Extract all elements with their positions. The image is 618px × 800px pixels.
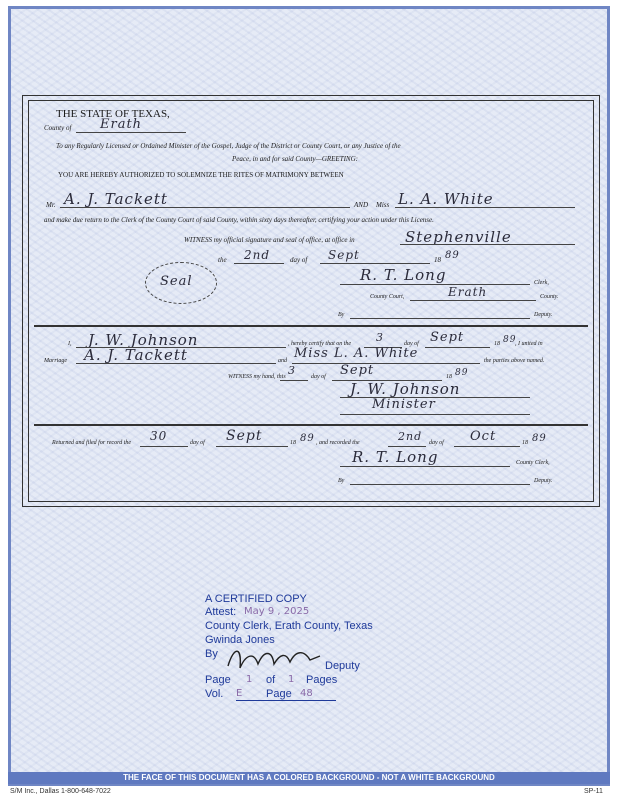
section-divider-2 — [34, 424, 588, 426]
the-label: the — [218, 256, 227, 264]
certify-month: Sept — [430, 330, 465, 345]
certify-day-of: day of — [404, 341, 419, 347]
certificate-bride-underline — [292, 363, 480, 364]
officiant-name: J. W. Johnson — [88, 331, 199, 349]
clerk-label: Clerk, — [534, 280, 549, 286]
stamp-by-label: By — [205, 648, 218, 660]
seal-text: Seal — [160, 274, 193, 289]
recorded-day-underline — [388, 446, 426, 447]
vol-value: E — [236, 688, 243, 699]
certify-year-prefix: 18 — [494, 341, 500, 347]
bride-name: L. A. White — [398, 190, 494, 208]
address-line: To any Regularly Licensed or Ordained Minister of the Gospel, Judge of the District or County Court, or any Justice of the — [56, 142, 401, 150]
section-divider-1 — [34, 325, 588, 327]
license-month-underline — [320, 263, 430, 264]
office-underline — [400, 244, 575, 245]
groom-name: A. J. Tackett — [64, 190, 168, 208]
license-day-underline — [234, 263, 284, 264]
returned-day: 30 — [150, 429, 168, 443]
mr-label: Mr. — [46, 201, 56, 209]
recorded-text: , and recorded the — [316, 440, 360, 446]
certify-text: , hereby certify that on the — [288, 341, 352, 347]
clerk-name: Gwinda Jones — [205, 634, 275, 646]
witness-day: 3 — [288, 364, 296, 377]
returned-day-underline — [140, 446, 188, 447]
returned-text: Returned and filed for record the — [52, 440, 132, 446]
certify-day: 3 — [376, 331, 384, 344]
recorded-month: Oct — [470, 429, 497, 444]
record-clerk-underline — [340, 466, 510, 467]
witness-day-of: day of — [311, 374, 326, 380]
recorded-day: 2nd — [398, 430, 423, 443]
witness-hand-text: WITNESS my hand, this — [228, 374, 286, 380]
deputy-signature — [224, 644, 324, 674]
certificate-bride: Miss L. A. White — [294, 346, 419, 361]
returned-year: 89 — [300, 433, 315, 444]
footer-form-id: SP-11 — [584, 788, 603, 795]
footer-banner: THE FACE OF THIS DOCUMENT HAS A COLORED BACKGROUND - NOT A WHITE BACKGROUND — [8, 772, 610, 784]
footer-publisher: S/M Inc., Dallas 1-800-648-7022 — [10, 788, 111, 795]
certificate-and: and — [278, 358, 287, 364]
county-value: Erath — [100, 117, 143, 132]
county-underline — [76, 132, 186, 133]
i-label: I, — [68, 341, 72, 347]
witness-day-underline — [280, 380, 308, 381]
recorded-month-underline — [454, 446, 520, 447]
clerk-line: County Clerk, Erath County, Texas — [205, 620, 373, 632]
license-month: Sept — [328, 248, 360, 262]
recorded-year: 89 — [532, 433, 547, 444]
pages-label: Pages — [306, 674, 338, 686]
attest-label: Attest: — [205, 606, 237, 618]
officiant-title: Minister — [372, 397, 436, 412]
witness-year: 89 — [455, 368, 469, 378]
stamp-underline — [236, 700, 336, 701]
record-clerk-signature: R. T. Long — [352, 448, 439, 466]
page2-label: Page — [266, 688, 292, 700]
county-court-value: Erath — [448, 285, 488, 299]
license-year-prefix: 18 — [434, 256, 441, 264]
groom-underline — [60, 207, 350, 208]
authorized-line: YOU ARE HEREBY AUTHORIZED TO SOLEMNIZE THE RITES OF MATRIMONY BETWEEN — [58, 171, 344, 179]
license-year: 89 — [445, 250, 460, 261]
stamp-deputy-label: Deputy — [325, 660, 360, 672]
county-suffix: County. — [540, 294, 559, 300]
attest-date: May 9 , 2025 — [244, 606, 310, 617]
certified-copy-title: A CERTIFIED COPY — [205, 593, 307, 605]
record-deputy-label: Deputy. — [534, 478, 553, 484]
united-text: , I united in — [515, 341, 543, 347]
of-label: of — [266, 674, 276, 686]
state-heading: THE STATE OF TEXAS, — [56, 108, 170, 120]
address-line-2: Peace, in and for said County—GREETING: — [232, 155, 358, 163]
parties-text: the parties above named. — [484, 358, 545, 364]
recorded-year-prefix: 18 — [522, 440, 528, 446]
clerk-signature: R. T. Long — [360, 266, 447, 284]
certify-year: 89 — [503, 335, 517, 345]
and-label: AND — [354, 201, 368, 209]
record-clerk-label: County Clerk, — [516, 460, 550, 466]
license-day-of: day of — [290, 256, 308, 264]
witness-year-prefix: 18 — [446, 374, 452, 380]
certify-month-underline — [425, 347, 490, 348]
license-by-label: By — [338, 312, 345, 318]
officiant-signature: J. W. Johnson — [350, 380, 461, 398]
page2-value: 48 — [300, 688, 313, 699]
license-day: 2nd — [244, 248, 271, 262]
vol-label: Vol. — [205, 688, 224, 700]
miss-label: Miss — [376, 201, 390, 209]
witness-text: WITNESS my official signature and seal of office, at office in — [184, 236, 355, 244]
page-value: 1 — [246, 674, 253, 685]
certificate-groom: A. J. Tackett — [84, 346, 188, 364]
returned-month: Sept — [226, 428, 263, 444]
page-label: Page — [205, 674, 231, 686]
county-label: County of — [44, 124, 72, 132]
returned-year-prefix: 18 — [290, 440, 296, 446]
county-court-label: County Court, — [370, 294, 405, 300]
county-court-underline — [410, 300, 536, 301]
license-by-underline — [350, 318, 530, 319]
returned-month-underline — [216, 446, 288, 447]
returned-day-of: day of — [190, 440, 205, 446]
marriage-label: Marriage — [44, 358, 67, 364]
record-by-underline — [350, 484, 530, 485]
office-place: Stephenville — [405, 228, 512, 246]
return-text: and make due return to the Clerk of the County Court of said County, within sixty days thereafter, certifying your action under this License. — [44, 216, 434, 224]
officiant-title-underline — [340, 414, 530, 415]
witness-month: Sept — [340, 363, 375, 378]
record-by-label: By — [338, 478, 345, 484]
bride-underline — [395, 207, 575, 208]
license-deputy-label: Deputy. — [534, 312, 553, 318]
recorded-day-of: day of — [429, 440, 444, 446]
certificate-groom-underline — [76, 363, 276, 364]
clerk-underline — [340, 284, 530, 285]
of-value: 1 — [288, 674, 295, 685]
